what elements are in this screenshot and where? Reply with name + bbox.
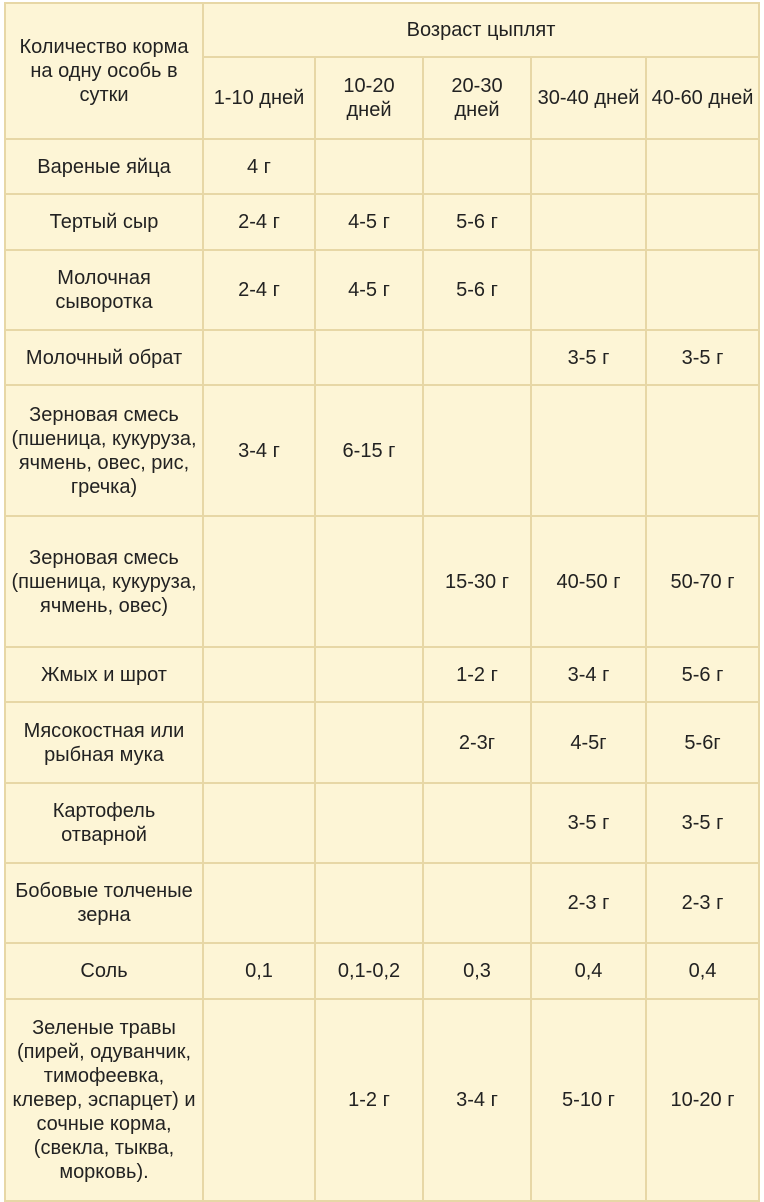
value-cell: 0,1-0,2 bbox=[315, 943, 423, 999]
feed-name-cell: Молочный обрат bbox=[5, 330, 203, 385]
value-cell bbox=[423, 863, 531, 943]
value-cell: 5-6г bbox=[646, 702, 759, 783]
feed-name-cell: Молочная сыворотка bbox=[5, 250, 203, 330]
age-column-header: 20-30 дней bbox=[423, 57, 531, 139]
value-cell bbox=[315, 139, 423, 194]
value-cell: 3-4 г bbox=[531, 647, 646, 702]
value-cell: 0,4 bbox=[531, 943, 646, 999]
value-cell bbox=[423, 385, 531, 516]
value-cell: 15-30 г bbox=[423, 516, 531, 647]
feed-name-cell: Жмых и шрот bbox=[5, 647, 203, 702]
age-column-header: 10-20 дней bbox=[315, 57, 423, 139]
value-cell bbox=[203, 330, 315, 385]
value-cell: 0,1 bbox=[203, 943, 315, 999]
feed-name-cell: Бобовые толченые зерна bbox=[5, 863, 203, 943]
value-cell: 2-3г bbox=[423, 702, 531, 783]
value-cell bbox=[203, 863, 315, 943]
value-cell bbox=[203, 783, 315, 863]
value-cell: 1-2 г bbox=[315, 999, 423, 1201]
value-cell: 3-5 г bbox=[646, 783, 759, 863]
value-cell bbox=[423, 330, 531, 385]
value-cell bbox=[315, 863, 423, 943]
value-cell bbox=[203, 702, 315, 783]
value-cell bbox=[203, 999, 315, 1201]
feed-name-cell: Зерновая смесь (пшеница, кукуруза, ячмень, овес, рис, гречка) bbox=[5, 385, 203, 516]
value-cell: 3-5 г bbox=[531, 783, 646, 863]
feed-name-cell: Вареные яйца bbox=[5, 139, 203, 194]
value-cell bbox=[315, 647, 423, 702]
value-cell: 5-6 г bbox=[646, 647, 759, 702]
value-cell: 4-5 г bbox=[315, 250, 423, 330]
feed-name-cell: Соль bbox=[5, 943, 203, 999]
feed-name-cell: Картофель отварной bbox=[5, 783, 203, 863]
value-cell bbox=[531, 250, 646, 330]
value-cell bbox=[531, 139, 646, 194]
table-row bbox=[5, 702, 759, 783]
value-cell: 50-70 г bbox=[646, 516, 759, 647]
table-row bbox=[5, 783, 759, 863]
value-cell: 4-5 г bbox=[315, 194, 423, 250]
value-cell bbox=[423, 783, 531, 863]
table-row bbox=[5, 385, 759, 516]
value-cell: 2-3 г bbox=[531, 863, 646, 943]
age-column-header: 30-40 дней bbox=[531, 57, 646, 139]
value-cell: 1-2 г bbox=[423, 647, 531, 702]
value-cell: 0,3 bbox=[423, 943, 531, 999]
value-cell: 5-6 г bbox=[423, 194, 531, 250]
value-cell: 4-5г bbox=[531, 702, 646, 783]
value-cell bbox=[203, 647, 315, 702]
age-column-header: 40-60 дней bbox=[646, 57, 759, 139]
feed-name-cell: Зеленые травы (пирей, одуванчик, тимофеевка, клевер, эспарцет) и сочные корма, (свекла, тыква, морковь). bbox=[5, 999, 203, 1201]
value-cell bbox=[531, 194, 646, 250]
table-row bbox=[5, 516, 759, 647]
value-cell bbox=[315, 516, 423, 647]
value-cell: 2-4 г bbox=[203, 250, 315, 330]
table-row bbox=[5, 863, 759, 943]
value-cell: 2-4 г bbox=[203, 194, 315, 250]
value-cell: 3-5 г bbox=[531, 330, 646, 385]
value-cell bbox=[203, 516, 315, 647]
value-cell: 4 г bbox=[203, 139, 315, 194]
table-row bbox=[5, 194, 759, 250]
feed-table bbox=[4, 2, 760, 1202]
feed-name-cell: Мясокостная или рыбная мука bbox=[5, 702, 203, 783]
value-cell bbox=[646, 139, 759, 194]
value-cell bbox=[315, 330, 423, 385]
value-cell bbox=[646, 194, 759, 250]
value-cell: 6-15 г bbox=[315, 385, 423, 516]
value-cell: 3-4 г bbox=[423, 999, 531, 1201]
value-cell bbox=[315, 702, 423, 783]
value-cell: 3-4 г bbox=[203, 385, 315, 516]
value-cell bbox=[646, 250, 759, 330]
value-cell bbox=[423, 139, 531, 194]
value-cell: 40-50 г bbox=[531, 516, 646, 647]
feed-name-cell: Зерновая смесь (пшеница, кукуруза, ячмень, овес) bbox=[5, 516, 203, 647]
value-cell bbox=[646, 385, 759, 516]
value-cell: 5-10 г bbox=[531, 999, 646, 1201]
corner-header: Количество корма на одну особь в сутки bbox=[5, 3, 203, 139]
value-cell: 3-5 г bbox=[646, 330, 759, 385]
value-cell bbox=[531, 385, 646, 516]
feed-name-cell: Тертый сыр bbox=[5, 194, 203, 250]
value-cell: 2-3 г bbox=[646, 863, 759, 943]
table-row bbox=[5, 943, 759, 999]
table-row bbox=[5, 250, 759, 330]
value-cell: 10-20 г bbox=[646, 999, 759, 1201]
age-group-header: Возраст цыплят bbox=[203, 3, 759, 57]
table-row bbox=[5, 999, 759, 1201]
table-row bbox=[5, 330, 759, 385]
value-cell: 5-6 г bbox=[423, 250, 531, 330]
value-cell bbox=[315, 783, 423, 863]
table-row bbox=[5, 647, 759, 702]
value-cell: 0,4 bbox=[646, 943, 759, 999]
age-column-header: 1-10 дней bbox=[203, 57, 315, 139]
table-row bbox=[5, 139, 759, 194]
